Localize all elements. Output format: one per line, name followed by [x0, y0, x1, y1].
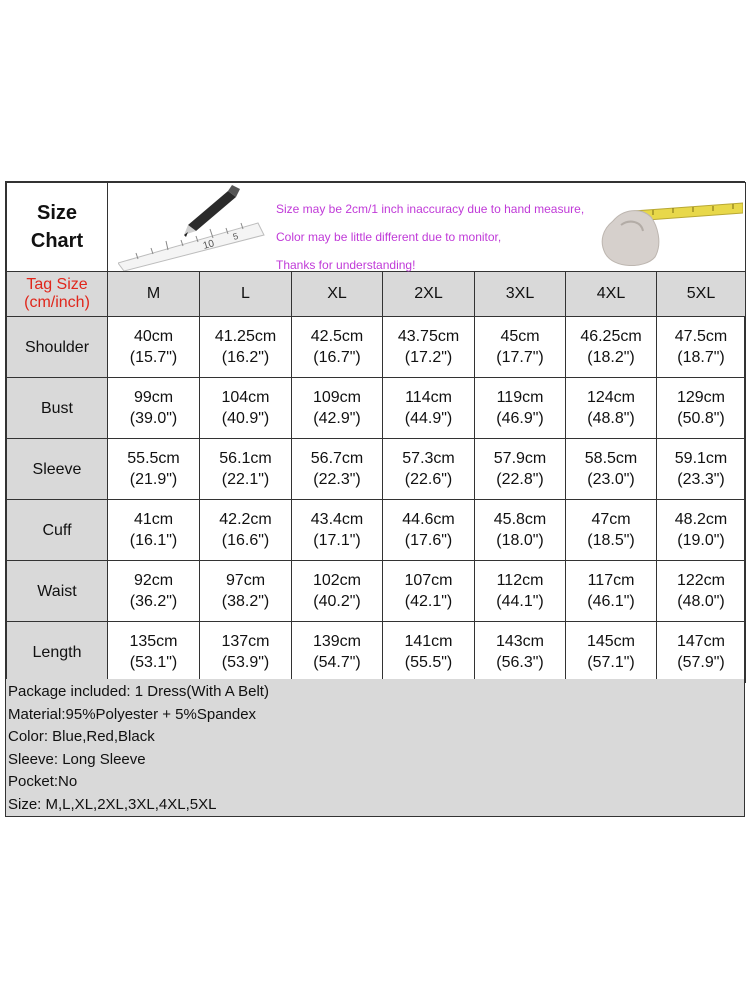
- measurement-cell: [200, 378, 292, 439]
- inch-value: (57.1"): [587, 654, 635, 671]
- cm-value: 109cm: [312, 389, 362, 406]
- measurement-cell: [292, 378, 383, 439]
- cm-value: 112cm: [496, 572, 544, 589]
- cm-value: 48.2cm: [674, 511, 728, 528]
- measurement-cell: [292, 439, 383, 500]
- cm-value: 43.4cm: [310, 511, 364, 528]
- measurement-cell: [108, 439, 200, 500]
- size-header: 5XL: [657, 272, 746, 317]
- measurement-cell: [566, 378, 657, 439]
- measurement-cell: [200, 439, 292, 500]
- cm-value: 129cm: [676, 389, 726, 406]
- cm-value: 41.25cm: [214, 328, 277, 345]
- cm-value: 41cm: [133, 511, 174, 528]
- measurement-cell: [566, 439, 657, 500]
- inch-value: (56.3"): [496, 654, 544, 671]
- measurement-cell: [475, 378, 566, 439]
- cm-value: 55.5cm: [127, 450, 180, 467]
- cm-value: 119cm: [496, 389, 544, 406]
- cm-value: 114cm: [405, 389, 452, 406]
- measurement-cell: [108, 561, 200, 622]
- measurement-cell: [383, 622, 475, 683]
- inch-value: (22.6"): [404, 471, 453, 488]
- measurement-cell: [108, 317, 200, 378]
- inch-value: (53.1"): [129, 654, 178, 671]
- measuring-tape-icon: [593, 191, 743, 271]
- size-header: M: [108, 272, 200, 317]
- cm-value: 99cm: [133, 389, 174, 406]
- cm-value: 59.1cm: [674, 450, 728, 467]
- inch-value: (17.1"): [313, 532, 361, 549]
- size-header: 4XL: [566, 272, 657, 317]
- inch-value: (57.9"): [677, 654, 725, 671]
- cm-value: 47.5cm: [674, 328, 728, 345]
- cm-value: 57.3cm: [402, 450, 455, 467]
- cm-value: 141cm: [404, 633, 453, 650]
- inch-value: (44.9"): [404, 410, 453, 427]
- measurement-cell: [657, 378, 746, 439]
- measurement-cell: [475, 622, 566, 683]
- title-line-1: Size: [36, 202, 78, 224]
- measurement-cell: [108, 378, 200, 439]
- inch-value: (42.1"): [404, 593, 453, 610]
- ruler-mark-5: 5: [231, 230, 240, 242]
- measurement-cell: [108, 500, 200, 561]
- inch-value: (55.5"): [404, 654, 453, 671]
- cm-value: 58.5cm: [584, 450, 638, 467]
- inch-value: (18.5"): [587, 532, 635, 549]
- row-label: Sleeve: [7, 439, 108, 500]
- note-line: Size may be 2cm/1 inch inaccuracy due to hand measure,: [276, 202, 585, 216]
- measurement-cell: [383, 561, 475, 622]
- measurement-cell: [200, 561, 292, 622]
- inch-value: (22.3"): [313, 471, 361, 488]
- inch-value: (16.6"): [221, 532, 270, 549]
- inch-value: (17.7"): [496, 349, 544, 366]
- row-label: Bust: [7, 378, 108, 439]
- table-row: [7, 439, 746, 500]
- inch-value: (36.2"): [129, 593, 178, 610]
- info-line: Color: Blue,Red,Black: [8, 728, 155, 745]
- measurement-cell: [383, 317, 475, 378]
- info-line: Material:95%Polyester + 5%Spandex: [8, 705, 257, 723]
- measurement-cell: [108, 622, 200, 683]
- note-line: Thanks for understanding!: [276, 258, 416, 272]
- inch-value: (42.9"): [313, 410, 361, 427]
- product-info: [6, 679, 744, 816]
- cm-value: 45.8cm: [493, 511, 547, 528]
- inch-value: (54.7"): [313, 654, 361, 671]
- inch-value: (22.8"): [496, 471, 544, 488]
- measurement-cell: [292, 622, 383, 683]
- ruler-mark-10: 10: [201, 238, 216, 252]
- table-row: [7, 561, 746, 622]
- measurement-cell: [566, 500, 657, 561]
- row-label: Cuff: [7, 500, 108, 561]
- measurement-cell: [566, 317, 657, 378]
- size-header: L: [200, 272, 292, 317]
- banner: [108, 183, 746, 272]
- inch-value: (44.1"): [496, 593, 544, 610]
- measurement-cell: [657, 561, 746, 622]
- cm-value: 137cm: [221, 633, 270, 650]
- size-chart: [5, 181, 745, 817]
- cm-value: 46.25cm: [580, 328, 642, 345]
- ruler-pencil-icon: [118, 183, 268, 271]
- inch-value: (22.1"): [221, 471, 270, 488]
- inch-value: (18.0"): [496, 532, 544, 549]
- info-line: Package included: 1 Dress(With A Belt): [8, 683, 269, 700]
- cm-value: 42.5cm: [310, 328, 364, 345]
- inch-value: (46.1"): [587, 593, 635, 610]
- measurement-cell: [292, 317, 383, 378]
- cm-value: 44.6cm: [402, 511, 455, 528]
- inch-value: (16.7"): [313, 349, 361, 366]
- measurement-cell: [200, 500, 292, 561]
- cm-value: 107cm: [404, 572, 453, 589]
- cm-value: 117cm: [587, 572, 635, 589]
- inch-value: (50.8"): [677, 410, 725, 427]
- row-label: Length: [7, 622, 108, 683]
- table-row: [7, 500, 746, 561]
- cm-value: 124cm: [586, 389, 636, 406]
- cm-value: 139cm: [312, 633, 362, 650]
- cm-value: 145cm: [586, 633, 636, 650]
- inch-value: (23.0"): [587, 471, 635, 488]
- cm-value: 97cm: [225, 572, 266, 589]
- chart-title: [7, 183, 108, 272]
- cm-value: 43.75cm: [397, 328, 460, 345]
- info-line: Size: M,L,XL,2XL,3XL,4XL,5XL: [8, 795, 217, 813]
- info-line: Pocket:No: [8, 773, 78, 790]
- title-line-2: Chart: [30, 230, 84, 252]
- row-label: Shoulder: [7, 317, 108, 378]
- inch-value: (21.9"): [129, 471, 178, 488]
- tag-size-label: [7, 272, 108, 317]
- inch-value: (46.9"): [496, 410, 544, 427]
- measurement-cell: [475, 439, 566, 500]
- measurement-cell: [383, 378, 475, 439]
- note-line: Color may be little different due to monitor,: [276, 230, 502, 244]
- size-header: 3XL: [475, 272, 566, 317]
- cm-value: 45cm: [500, 328, 540, 345]
- size-header: XL: [292, 272, 383, 317]
- table-row: [7, 622, 746, 683]
- cm-value: 40cm: [133, 328, 174, 345]
- measurement-cell: [657, 439, 746, 500]
- inch-value: (40.2"): [313, 593, 361, 610]
- tag-size-line-2: (cm/inch): [24, 294, 90, 311]
- measurement-cell: [383, 500, 475, 561]
- inch-value: (16.2"): [221, 349, 270, 366]
- measurement-cell: [657, 622, 746, 683]
- inch-value: (15.7"): [129, 349, 178, 366]
- inch-value: (18.2"): [587, 349, 635, 366]
- measurement-cell: [475, 561, 566, 622]
- inch-value: (17.6"): [404, 532, 453, 549]
- inch-value: (53.9"): [221, 654, 270, 671]
- size-header: 2XL: [383, 272, 475, 317]
- cm-value: 47cm: [591, 511, 631, 528]
- cm-value: 143cm: [495, 633, 545, 650]
- size-table: [6, 182, 746, 683]
- measurement-cell: [657, 500, 746, 561]
- inch-value: (48.8"): [587, 410, 635, 427]
- inch-value: (18.7"): [677, 349, 725, 366]
- inch-value: (48.0"): [677, 593, 725, 610]
- cm-value: 135cm: [129, 633, 178, 650]
- cm-value: 42.2cm: [219, 511, 272, 528]
- measurement-cell: [292, 561, 383, 622]
- table-row: [7, 378, 746, 439]
- measurement-cell: [475, 317, 566, 378]
- measurement-rows: [7, 317, 746, 683]
- measurement-cell: [657, 317, 746, 378]
- cm-value: 92cm: [133, 572, 174, 589]
- cm-value: 56.7cm: [310, 450, 364, 467]
- row-label: Waist: [7, 561, 108, 622]
- notes: [276, 195, 584, 279]
- inch-value: (16.1"): [129, 532, 178, 549]
- cm-value: 56.1cm: [219, 450, 272, 467]
- inch-value: (39.0"): [129, 410, 178, 427]
- measurement-cell: [292, 500, 383, 561]
- cm-value: 57.9cm: [493, 450, 547, 467]
- measurement-cell: [566, 622, 657, 683]
- cm-value: 147cm: [676, 633, 726, 650]
- measurement-cell: [200, 317, 292, 378]
- info-line: Sleeve: Long Sleeve: [8, 750, 146, 768]
- table-row: [7, 317, 746, 378]
- inch-value: (17.2"): [404, 349, 453, 366]
- cm-value: 102cm: [312, 572, 362, 589]
- measurement-cell: [383, 439, 475, 500]
- inch-value: (38.2"): [221, 593, 270, 610]
- cm-value: 122cm: [676, 572, 726, 589]
- inch-value: (19.0"): [677, 532, 725, 549]
- inch-value: (23.3"): [677, 471, 725, 488]
- tag-size-line-1: Tag Size: [26, 276, 88, 293]
- inch-value: (40.9"): [221, 410, 270, 427]
- measurement-cell: [566, 561, 657, 622]
- cm-value: 104cm: [221, 389, 270, 406]
- measurement-cell: [475, 500, 566, 561]
- measurement-cell: [200, 622, 292, 683]
